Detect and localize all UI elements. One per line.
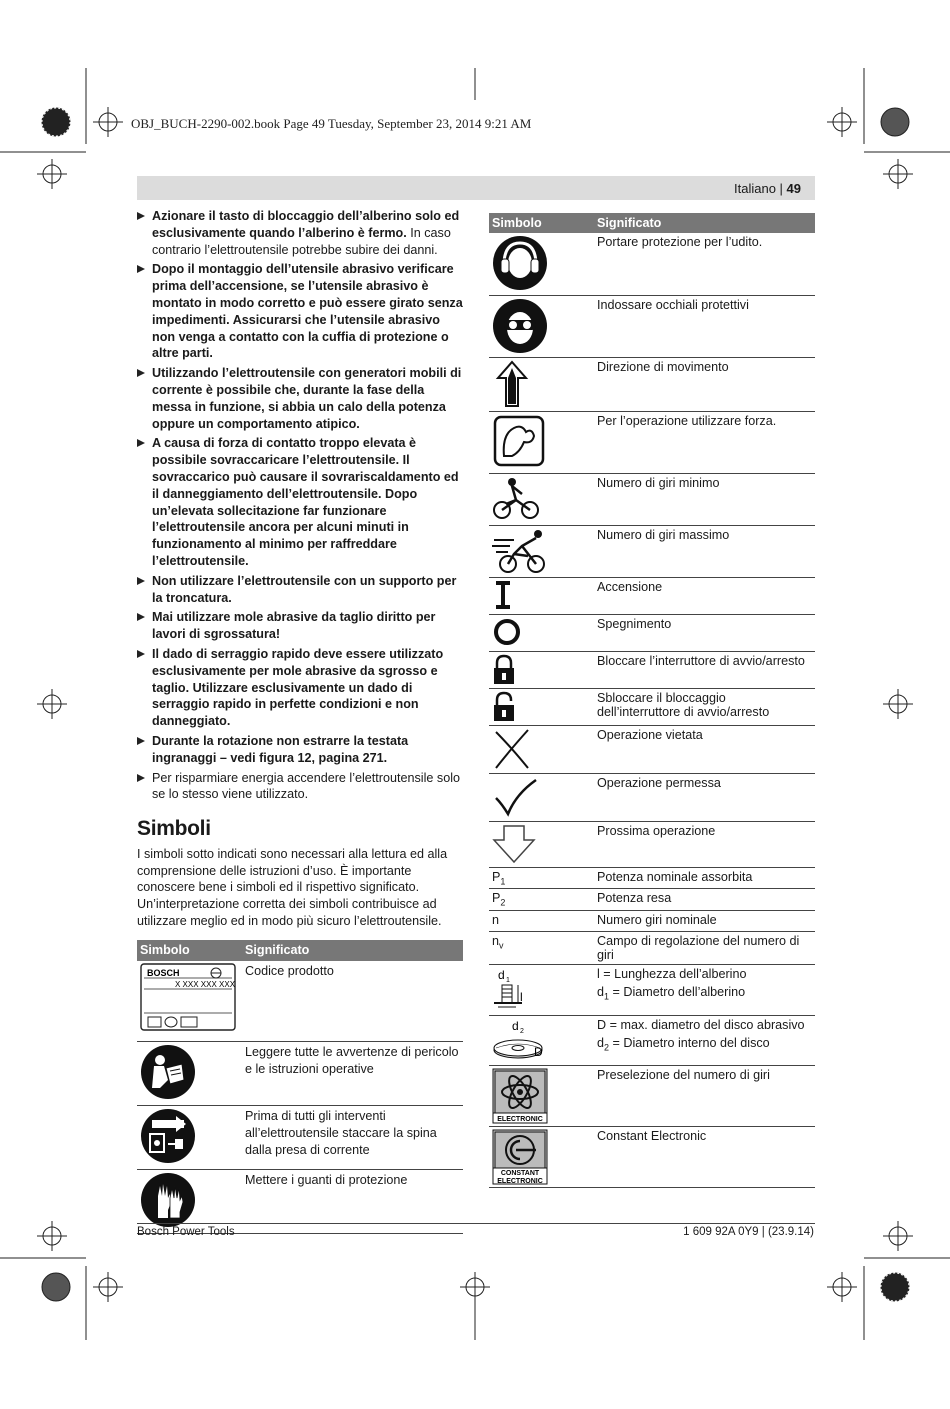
svg-text:ELECTRONIC: ELECTRONIC: [497, 1115, 543, 1123]
table-row: [137, 1106, 463, 1170]
bullet-item: Utilizzando l’elettroutensile con generatori mobili di corrente è possibile che, durante la fase della messa in funzione, si abbia un calo della potenza oppure un comportamento atipico.: [137, 365, 463, 432]
power-off-icon: [489, 614, 594, 651]
meaning-cell: Bloccare l’interruttore di avvio/arresto: [594, 651, 815, 688]
meaning-cell: Operazione vietata: [594, 725, 815, 773]
param-meaning: Potenza nominale assorbita: [594, 868, 815, 889]
meaning-cell: Portare protezione per l’udito.: [594, 233, 815, 295]
table-row: [489, 357, 815, 411]
unplug-icon: [137, 1106, 242, 1170]
bullet-arrow-icon: [137, 650, 145, 658]
table-row: [489, 773, 815, 821]
param-meaning: Numero giri nominale: [594, 910, 815, 932]
table-row: [137, 1042, 463, 1106]
table-row: [489, 821, 815, 867]
meaning-cell: Per l’operazione utilizzare forza.: [594, 411, 815, 473]
symbols-table-right: [489, 213, 815, 868]
meaning-cell: Numero di giri massimo: [594, 525, 815, 577]
svg-text:CONSTANT: CONSTANT: [500, 1169, 540, 1177]
lock-closed-icon: [489, 651, 594, 688]
fast-cyclist-icon: [489, 525, 594, 577]
svg-text:d: d: [512, 1018, 519, 1033]
page-header-band: [137, 176, 815, 200]
meaning-cell: l = Lunghezza dell’alberino $d_1$ = Diametro dell’alberino: [594, 965, 815, 1015]
table-row: [489, 1126, 815, 1187]
safety-goggles-icon: [489, 295, 594, 357]
bullet-arrow-icon: [137, 265, 145, 273]
bullet-item: Non utilizzare l’elettroutensile con un supporto per la troncatura.: [137, 573, 463, 607]
param-symbol: $P_2$: [489, 889, 594, 911]
header-meaning: Significato: [594, 213, 815, 233]
meaning-cell: Leggere tutte le avvertenze di pericolo e le istruzioni operative: [242, 1042, 463, 1106]
bullet-arrow-icon: [137, 439, 145, 447]
product-code-plate-icon: [137, 961, 242, 1042]
table-row: [489, 295, 815, 357]
check-icon: [489, 773, 594, 821]
bullet-item: A causa di forza di contatto troppo elevata è possibile sovraccaricare l’elettroutensile. Il sovraccarico può causare il sovrariscaldamento ed il danneggiamento dell’elettroutensile. Dopo un’elevata sollecitazione far funzionare l’elettroutensile ancora per alcuni minuti in funzionamento al minimo per raffreddare l’elettroutensile.: [137, 435, 463, 569]
language-label: Italiano: [734, 181, 776, 196]
read-manual-icon: [137, 1042, 242, 1106]
meaning-cell: Constant Electronic: [594, 1126, 815, 1187]
disc-dimensions-icon: [489, 1015, 594, 1065]
page-number: 49: [786, 181, 801, 196]
table-row: [489, 473, 815, 525]
bullet-item: Mai utilizzare mole abrasive da taglio diritto per lavori di sgrossatura!: [137, 609, 463, 643]
param-meaning: Potenza resa: [594, 889, 815, 911]
right-column: [489, 213, 815, 1188]
table-row: [489, 688, 815, 725]
lock-open-icon: [489, 688, 594, 725]
bullet-arrow-icon: [137, 369, 145, 377]
bullet-arrow-icon: [137, 774, 145, 782]
bullet-item: Il dado di serraggio rapido deve essere utilizzato esclusivamente per mole abrasive da sgrosso e taglio. Utilizzare esclusivamente un dado di serraggio rapido in perfette condizioni e non danneggiato.: [137, 646, 463, 730]
footer-rule: [137, 1223, 815, 1224]
table-row: [489, 965, 815, 1015]
book-header: OBJ_BUCH-2290-002.book Page 49 Tuesday, September 23, 2014 9:21 AM: [131, 116, 532, 131]
symbols-table-left: [137, 940, 463, 1234]
table-row: [489, 651, 815, 688]
bullet-arrow-icon: [137, 577, 145, 585]
header-symbol: Simbolo: [489, 213, 594, 233]
param-row: [489, 889, 815, 911]
header-symbol: Simbolo: [137, 940, 242, 961]
meaning-cell: Numero di giri minimo: [594, 473, 815, 525]
param-symbol: $P_1$: [489, 868, 594, 889]
electronic-icon: [489, 1065, 594, 1126]
constant-electronic-icon: [489, 1126, 594, 1187]
meaning-cell: Indossare occhiali protettivi: [594, 295, 815, 357]
bullet-item: Durante la rotazione non estrarre la testata ingranaggi – vedi figura 12, pagina 271.: [137, 733, 463, 767]
down-arrow-icon: [489, 821, 594, 867]
intro-paragraph: I simboli sotto indicati sono necessari alla lettura ed alla comprensione delle istruzioni d’uso. È importante conoscere bene i simboli ed il rispettivo significato. Un’interpretazione corretta dei simboli contribuisce ad utilizzare meglio ed in modo più sicuro l’elettroutensile.: [137, 846, 448, 929]
section-heading: Simboli: [137, 817, 211, 841]
param-meaning: Campo di regolazione del numero di giri: [594, 932, 815, 965]
bullet-item: Dopo il montaggio dell’utensile abrasivo verificare prima dell’accensione, se l’utensile abrasivo è montato in modo corretto e può essere girato senza impedimenti. Assicurarsi che l’utensile abrasivo non venga a contatto con la cuffia di protezione o altre parti.: [137, 261, 463, 362]
footer-brand: Bosch Power Tools: [137, 1226, 235, 1238]
table-row: [489, 614, 815, 651]
svg-text:X XXX XXX XXX: X XXX XXX XXX: [175, 979, 236, 989]
meaning-cell: Direzione di movimento: [594, 357, 815, 411]
svg-text:d: d: [498, 968, 505, 983]
meaning-cell: Mettere i guanti di protezione: [242, 1170, 463, 1234]
bullet-item: Per risparmiare energia accendere l’elettroutensile solo se lo stesso viene utilizzato.: [137, 770, 463, 804]
table-row: [489, 725, 815, 773]
table-row: [489, 525, 815, 577]
param-row: [489, 868, 815, 889]
slow-cyclist-icon: [489, 473, 594, 525]
svg-text:1: 1: [506, 977, 510, 985]
meaning-cell: D = max. diametro del disco abrasivo $d_2$ = Diametro interno del disco: [594, 1015, 815, 1065]
left-column: [137, 208, 463, 1234]
table-row: [137, 1170, 463, 1234]
meaning-cell: Codice prodotto: [242, 961, 463, 1042]
table-row: [137, 961, 463, 1042]
footer-doc-id: 1 609 92A 0Y9 | (23.9.14): [683, 1226, 814, 1238]
page-label: Italiano | 49: [734, 181, 801, 196]
bullet-arrow-icon: [137, 212, 145, 220]
meaning-cell: Operazione permessa: [594, 773, 815, 821]
svg-text:2: 2: [520, 1027, 524, 1035]
svg-text:D: D: [534, 1044, 543, 1059]
parameter-table: [489, 868, 815, 966]
table-row: [489, 1065, 815, 1126]
svg-text:BOSCH: BOSCH: [147, 967, 180, 978]
param-row: [489, 910, 815, 932]
direction-arrow-icon: [489, 357, 594, 411]
spindle-dimensions-icon: [489, 965, 594, 1015]
meaning-cell: Prossima operazione: [594, 821, 815, 867]
gloves-icon: [137, 1170, 242, 1234]
table-row: [489, 233, 815, 295]
svg-text:l: l: [520, 990, 523, 1005]
meaning-cell: Sbloccare il bloccaggio dell’interruttore di avvio/arresto: [594, 688, 815, 725]
param-symbol: n: [489, 910, 594, 932]
meaning-cell: Accensione: [594, 577, 815, 614]
table-row: [489, 577, 815, 614]
param-symbol: $n_v$: [489, 932, 594, 965]
param-row: [489, 932, 815, 965]
bullet-item: Azionare il tasto di bloccaggio dell’alberino solo ed esclusivamente quando l’alberino è fermo. In caso contrario l’elettroutensile potrebbe subire dei danni.: [137, 208, 463, 258]
bullet-arrow-icon: [137, 613, 145, 621]
force-arm-icon: [489, 411, 594, 473]
meaning-cell: Preselezione del numero di giri: [594, 1065, 815, 1126]
cross-icon: [489, 725, 594, 773]
bullet-arrow-icon: [137, 737, 145, 745]
ear-protection-icon: [489, 233, 594, 295]
table-row: [489, 1015, 815, 1065]
bullet-list: [137, 208, 463, 803]
svg-text:ELECTRONIC: ELECTRONIC: [497, 1177, 543, 1185]
table-row: [489, 411, 815, 473]
dimensions-table: [489, 965, 815, 1188]
meaning-cell: Spegnimento: [594, 614, 815, 651]
power-on-icon: [489, 577, 594, 614]
header-meaning: Significato: [242, 940, 463, 961]
meaning-cell: Prima di tutti gli interventi all’elettroutensile staccare la spina dalla presa di corrente: [242, 1106, 463, 1170]
